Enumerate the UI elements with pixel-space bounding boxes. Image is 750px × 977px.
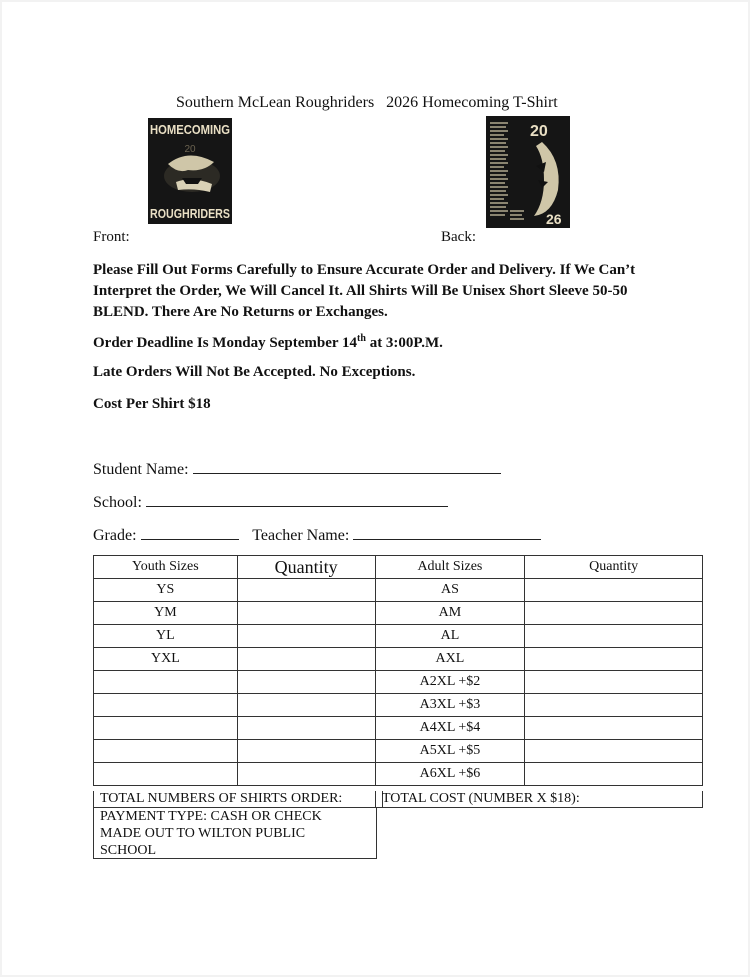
front-text-year: 20 <box>184 144 196 155</box>
page-title: Southern McLean Roughriders 2026 Homecoming T-Shirt <box>176 94 558 111</box>
order-deadline <box>93 333 443 352</box>
adult-size-cell: A6XL +$6 <box>375 763 525 786</box>
table-row <box>94 763 703 786</box>
order-notice: Please Fill Out Forms Carefully to Ensure Accurate Order and Delivery. If We Can’t Interpret the Order, We Will Cancel It. All Shirts Will Be Unisex Short Sleeve 50-50 BLEND. There Are No Returns or Exchanges. <box>93 262 636 320</box>
school-label: School: <box>93 494 142 511</box>
youth-quantity-cell[interactable] <box>237 717 375 740</box>
table-row <box>94 579 703 602</box>
total-shirts-cell[interactable]: TOTAL NUMBERS OF SHIRTS ORDER: <box>93 791 383 808</box>
table-row <box>94 648 703 671</box>
size-order-table <box>93 555 703 786</box>
front-text-homecoming: HOMECOMING <box>150 122 230 137</box>
adult-quantity-cell[interactable] <box>525 648 703 671</box>
school-row <box>93 492 448 512</box>
youth-size-cell <box>94 717 238 740</box>
youth-quantity-cell[interactable] <box>237 694 375 717</box>
payment-type-box <box>93 808 377 859</box>
table-row <box>94 717 703 740</box>
back-label: Back: <box>441 229 476 245</box>
youth-size-cell: YS <box>94 579 238 602</box>
grade-field[interactable] <box>141 525 239 540</box>
back-shirt-image <box>486 116 570 228</box>
table-header-row <box>94 556 703 579</box>
front-shirt-image <box>148 118 232 224</box>
adult-size-cell: A3XL +$3 <box>375 694 525 717</box>
adult-size-cell: AXL <box>375 648 525 671</box>
deadline-suffix: at 3:00P.M. <box>365 335 443 351</box>
youth-size-cell <box>94 694 238 717</box>
adult-quantity-cell[interactable] <box>525 671 703 694</box>
youth-size-cell <box>94 740 238 763</box>
back-design-graphic <box>486 116 570 228</box>
grade-teacher-row <box>93 525 541 545</box>
grade-label: Grade: <box>93 527 137 544</box>
table-row <box>94 740 703 763</box>
adult-quantity-cell[interactable] <box>525 763 703 786</box>
adult-quantity-cell[interactable] <box>525 694 703 717</box>
cost-per-shirt: Cost Per Shirt $18 <box>93 396 211 412</box>
back-text-year-bottom: 26 <box>546 211 562 227</box>
youth-quantity-cell[interactable] <box>237 625 375 648</box>
teacher-name-label: Teacher Name: <box>252 527 350 544</box>
youth-quantity-cell[interactable] <box>237 763 375 786</box>
adult-size-cell: A5XL +$5 <box>375 740 525 763</box>
front-text-roughriders: ROUGHRIDERS <box>150 206 231 221</box>
table-row <box>94 694 703 717</box>
header-adult-sizes: Adult Sizes <box>375 556 525 579</box>
adult-quantity-cell[interactable] <box>525 717 703 740</box>
totals-row <box>93 791 703 808</box>
adult-size-cell: A2XL +$2 <box>375 671 525 694</box>
front-design-graphic <box>148 118 232 224</box>
back-text-year-top: 20 <box>530 123 548 140</box>
deadline-superscript: th <box>357 333 366 344</box>
late-orders-notice: Late Orders Will Not Be Accepted. No Exceptions. <box>93 364 416 380</box>
table-row <box>94 625 703 648</box>
deadline-prefix: Order Deadline Is Monday September 14 <box>93 335 358 351</box>
adult-size-cell: AL <box>375 625 525 648</box>
adult-quantity-cell[interactable] <box>525 625 703 648</box>
school-field[interactable] <box>146 492 448 507</box>
table-row <box>94 671 703 694</box>
adult-size-cell: A4XL +$4 <box>375 717 525 740</box>
adult-size-cell: AM <box>375 602 525 625</box>
student-name-field[interactable] <box>193 459 501 474</box>
payment-line: SCHOOL <box>100 843 157 858</box>
youth-quantity-cell[interactable] <box>237 579 375 602</box>
total-cost-cell[interactable]: TOTAL COST (NUMBER X $18): <box>375 791 703 808</box>
payment-line: PAYMENT TYPE: CASH OR CHECK <box>100 809 322 824</box>
youth-quantity-cell[interactable] <box>237 671 375 694</box>
adult-quantity-cell[interactable] <box>525 602 703 625</box>
header-adult-quantity: Quantity <box>525 556 703 579</box>
youth-size-cell: YM <box>94 602 238 625</box>
student-name-label: Student Name: <box>93 461 189 478</box>
youth-size-cell: YXL <box>94 648 238 671</box>
form-page <box>2 2 748 975</box>
front-label: Front: <box>93 229 130 245</box>
payment-line: MADE OUT TO WILTON PUBLIC <box>100 826 306 841</box>
student-name-row <box>93 459 501 479</box>
table-row <box>94 602 703 625</box>
adult-size-cell: AS <box>375 579 525 602</box>
header-youth-sizes: Youth Sizes <box>94 556 238 579</box>
youth-size-cell: YL <box>94 625 238 648</box>
teacher-name-field[interactable] <box>353 525 541 540</box>
youth-quantity-cell[interactable] <box>237 648 375 671</box>
adult-quantity-cell[interactable] <box>525 579 703 602</box>
header-youth-quantity: Quantity <box>237 556 375 579</box>
youth-quantity-cell[interactable] <box>237 602 375 625</box>
youth-size-cell <box>94 671 238 694</box>
youth-quantity-cell[interactable] <box>237 740 375 763</box>
adult-quantity-cell[interactable] <box>525 740 703 763</box>
youth-size-cell <box>94 763 238 786</box>
